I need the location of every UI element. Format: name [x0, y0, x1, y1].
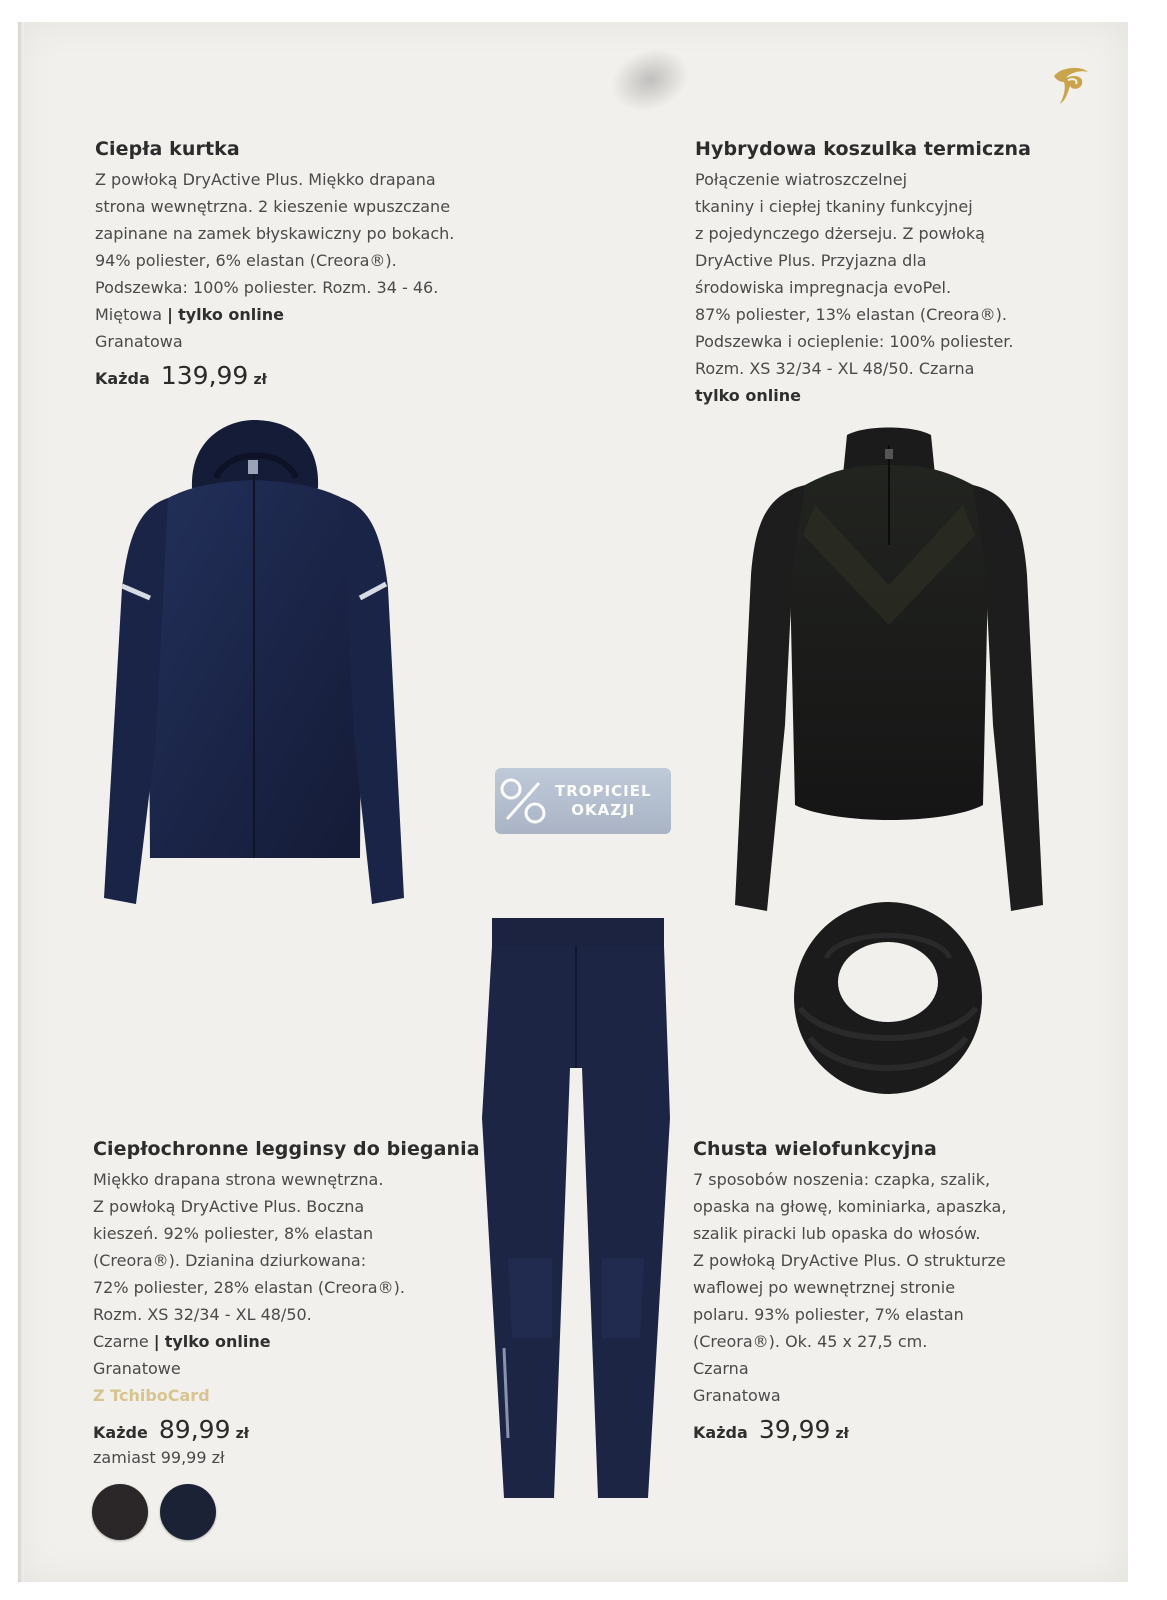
- price-value: 89,99: [158, 1415, 231, 1444]
- product-title: Ciepłochronne legginsy do biegania: [93, 1138, 480, 1160]
- desc-line: 94% poliester, 6% elastan (Creora®).: [95, 251, 397, 270]
- price-currency: zł: [253, 372, 267, 388]
- product-jacket-info: [95, 138, 515, 390]
- product-title: Ciepła kurtka: [95, 138, 240, 160]
- desc-line: 87% poliester, 13% elastan (Creora®).: [695, 305, 1007, 324]
- desc-line: (Creora®). Ok. 45 x 27,5 cm.: [693, 1332, 928, 1351]
- watermark-badge: [495, 768, 671, 834]
- leggings-image: [478, 918, 674, 1508]
- thermal-shirt-image: [735, 425, 1043, 915]
- color-black: Czarna: [693, 1359, 749, 1378]
- desc-line: 7 sposobów noszenia: czapka, szalik,: [693, 1170, 991, 1189]
- watermark-line2: OKAZJI: [571, 801, 636, 819]
- online-only-label: tylko online: [695, 386, 801, 405]
- price-label: Każda: [95, 369, 150, 388]
- price-currency: zł: [835, 1426, 849, 1442]
- desc-line: Podszewka i ocieplenie: 100% poliester.: [695, 332, 1014, 351]
- separator: |: [167, 305, 173, 324]
- color-mint: Miętowa: [95, 305, 163, 324]
- product-scarf-info: [693, 1138, 1093, 1444]
- desc-line: Podszewka: 100% poliester. Rozm. 34 - 46.: [95, 278, 439, 297]
- old-price: zamiast 99,99 zł: [93, 1448, 225, 1467]
- desc-line: Z powłoką DryActive Plus. Boczna: [93, 1197, 365, 1216]
- color-option-row: [95, 301, 515, 328]
- desc-line: (Creora®). Dzianina dziurkowana:: [93, 1251, 367, 1270]
- watermark-text: [555, 782, 652, 820]
- desc-line: strona wewnętrzna. 2 kieszenie wpuszczane: [95, 197, 451, 216]
- color-swatch-black[interactable]: [92, 1484, 148, 1540]
- desc-line: Rozm. XS 32/34 - XL 48/50. Czarna: [695, 359, 975, 378]
- color-navy: Granatowa: [693, 1386, 781, 1405]
- desc-line: zapinane na zamek błyskawiczny po bokach.: [95, 224, 455, 243]
- desc-line: tkaniny i ciepłej tkaniny funkcyjnej: [695, 197, 973, 216]
- desc-line: Z powłoką DryActive Plus. O strukturze: [693, 1251, 1006, 1270]
- online-only-label: tylko online: [178, 305, 285, 324]
- color-option-row: [93, 1328, 493, 1355]
- product-title: Chusta wielofunkcyjna: [693, 1138, 937, 1160]
- product-title: Hybrydowa koszulka termiczna: [695, 138, 1032, 160]
- jacket-image: [98, 418, 410, 910]
- price-row: [95, 361, 515, 390]
- price-label: Każde: [93, 1423, 148, 1442]
- desc-line: kieszeń. 92% poliester, 8% elastan: [93, 1224, 374, 1243]
- color-navy: Granatowe: [93, 1359, 181, 1378]
- scarf-image: [790, 898, 986, 1098]
- color-swatch-navy[interactable]: [160, 1484, 216, 1540]
- desc-line: szalik piracki lub opaska do włosów.: [693, 1224, 981, 1243]
- online-only-label: tylko online: [164, 1332, 271, 1351]
- desc-line: DryActive Plus. Przyjazna dla: [695, 251, 927, 270]
- price-value: 39,99: [758, 1415, 831, 1444]
- desc-line: 72% poliester, 28% elastan (Creora®).: [93, 1278, 405, 1297]
- price-label: Każda: [693, 1423, 748, 1442]
- scan-edge: [18, 22, 24, 1582]
- desc-line: środowiska impregnacja evoPel.: [695, 278, 952, 297]
- price-row: [693, 1415, 1093, 1444]
- desc-line: waflowej po wewnętrznej stronie: [693, 1278, 956, 1297]
- watermark-line1: TROPICIEL: [555, 782, 652, 800]
- tchibocard-label: Z TchiboCard: [93, 1386, 210, 1405]
- desc-line: opaska na głowę, kominiarka, apaszka,: [693, 1197, 1007, 1216]
- price-row: [93, 1415, 493, 1444]
- separator: |: [153, 1332, 160, 1351]
- desc-line: Miękko drapana strona wewnętrzna.: [93, 1170, 384, 1189]
- tchibo-logo-icon: [1048, 62, 1094, 108]
- product-shirt-info: [695, 138, 1095, 409]
- product-leggings-info: [93, 1138, 493, 1471]
- color-black: Czarne: [93, 1332, 149, 1351]
- desc-line: Z powłoką DryActive Plus. Miękko drapana: [95, 170, 436, 189]
- price-value: 139,99: [160, 361, 249, 390]
- percent-icon: [495, 773, 551, 829]
- price-currency: zł: [235, 1426, 249, 1442]
- desc-line: Rozm. XS 32/34 - XL 48/50.: [93, 1305, 312, 1324]
- color-navy: Granatowa: [95, 332, 183, 351]
- desc-line: Połączenie wiatroszczelnej: [695, 170, 908, 189]
- desc-line: z pojedynczego dżerseju. Z powłoką: [695, 224, 985, 243]
- desc-line: polaru. 93% poliester, 7% elastan: [693, 1305, 964, 1324]
